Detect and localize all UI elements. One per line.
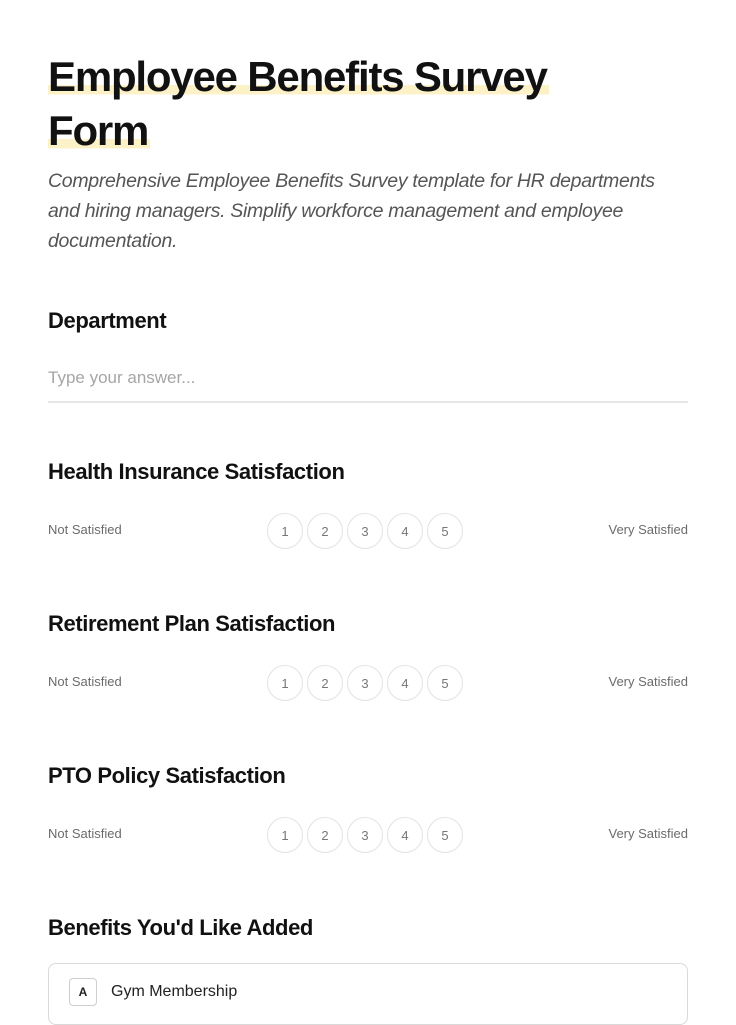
title-line-1: Employee Benefits Survey (48, 53, 547, 100)
rating-option-3[interactable]: 3 (347, 665, 383, 701)
department-input[interactable] (48, 368, 688, 403)
rating-option-4[interactable]: 4 (387, 665, 423, 701)
scale-low-label: Not Satisfied (48, 826, 122, 841)
rating-option-4[interactable]: 4 (387, 817, 423, 853)
question-label: Benefits You'd Like Added (48, 915, 313, 940)
question-health-insurance (48, 459, 688, 549)
rating-option-3[interactable]: 3 (347, 817, 383, 853)
question-label: Retirement Plan Satisfaction (48, 611, 336, 636)
rating-option-5[interactable]: 5 (427, 665, 463, 701)
rating-option-1[interactable]: 1 (267, 817, 303, 853)
scale-high-label: Very Satisfied (608, 674, 688, 689)
rating-option-2[interactable]: 2 (307, 665, 343, 701)
question-retirement-plan (48, 611, 688, 701)
rating-option-1[interactable]: 1 (267, 513, 303, 549)
choice-option-gym-membership[interactable] (48, 963, 688, 1025)
scale-high-label: Very Satisfied (608, 522, 688, 537)
question-department (48, 308, 688, 403)
title-line-2: Form (48, 107, 149, 154)
rating-option-3[interactable]: 3 (347, 513, 383, 549)
rating-option-5[interactable]: 5 (427, 817, 463, 853)
rating-scale (48, 817, 688, 853)
scale-low-label: Not Satisfied (48, 674, 122, 689)
rating-scale (48, 513, 688, 549)
question-benefits-added (48, 915, 688, 1025)
rating-option-1[interactable]: 1 (267, 665, 303, 701)
question-label: Department (48, 308, 167, 333)
rating-option-5[interactable]: 5 (427, 513, 463, 549)
choice-key-badge: A (69, 978, 97, 1006)
rating-option-4[interactable]: 4 (387, 513, 423, 549)
choice-label: Gym Membership (111, 983, 238, 1000)
rating-option-2[interactable]: 2 (307, 817, 343, 853)
scale-low-label: Not Satisfied (48, 522, 122, 537)
rating-scale (48, 665, 688, 701)
question-pto-policy (48, 763, 688, 853)
page-title (48, 0, 688, 158)
question-label: Health Insurance Satisfaction (48, 459, 345, 484)
question-label: PTO Policy Satisfaction (48, 763, 286, 788)
form-description: Comprehensive Employee Benefits Survey template for HR departments and hiring managers. Simplify workforce management and employee documentation. (48, 170, 655, 252)
rating-option-2[interactable]: 2 (307, 513, 343, 549)
scale-high-label: Very Satisfied (608, 826, 688, 841)
